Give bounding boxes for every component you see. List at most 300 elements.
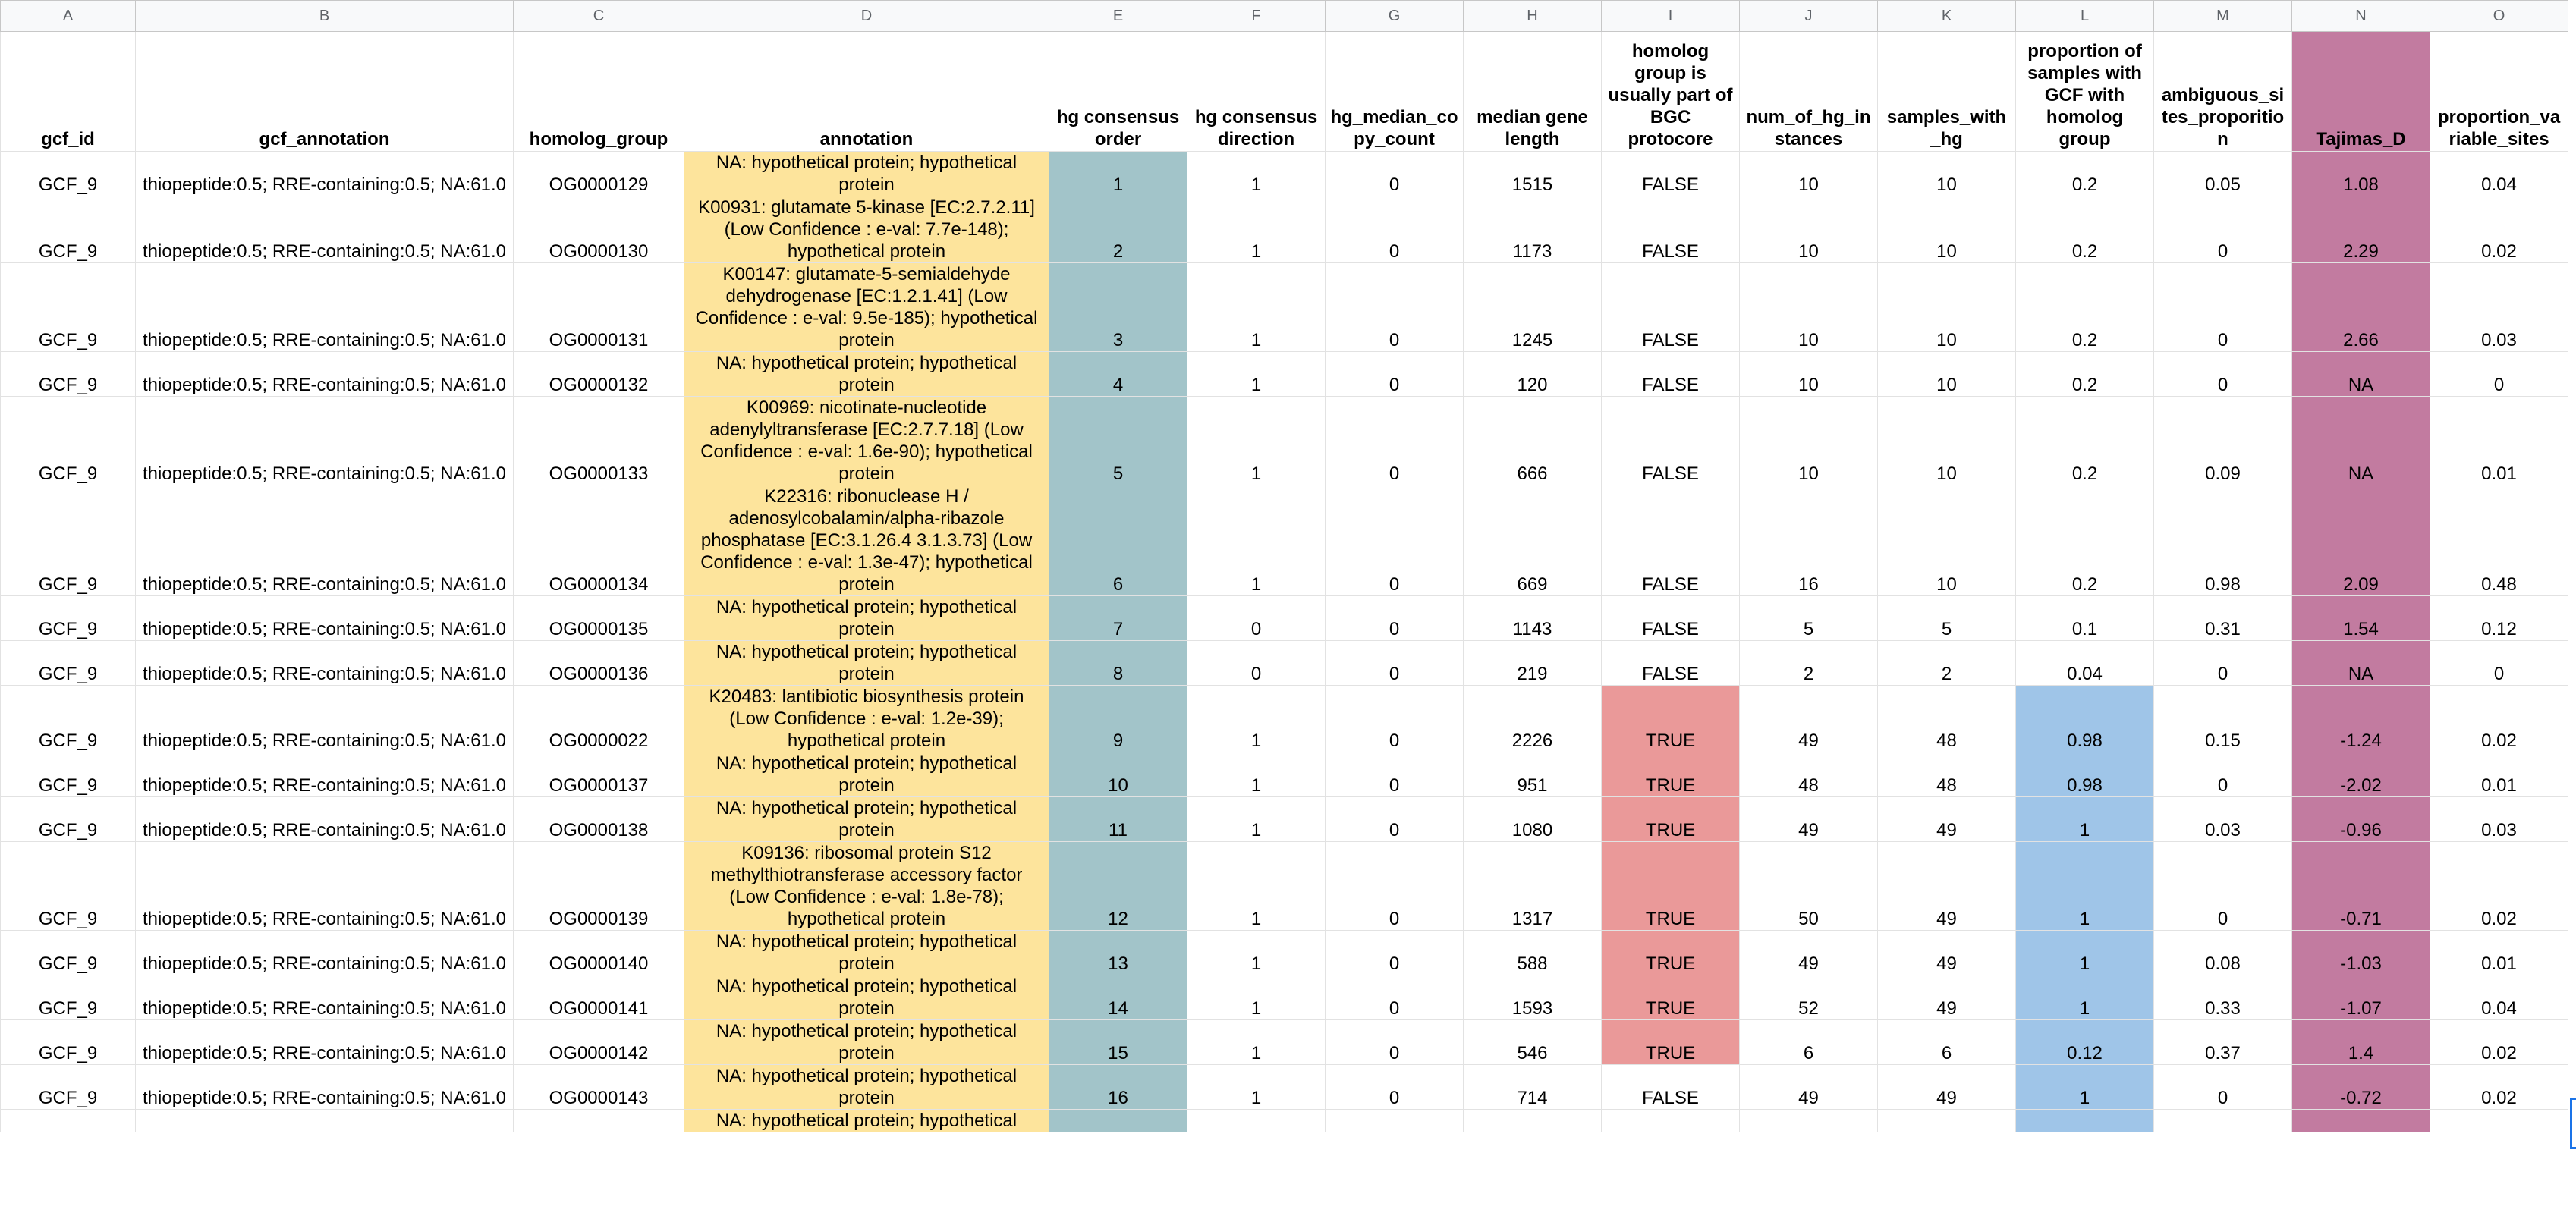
cell-proportion[interactable]: 1 xyxy=(2016,842,2154,931)
cell-variable-sites[interactable]: 0.48 xyxy=(2430,485,2568,596)
cell-homolog-group[interactable]: OG0000129 xyxy=(514,152,684,196)
cell-gcf-annotation[interactable]: thiopeptide:0.5; RRE-containing:0.5; NA:61.0 xyxy=(136,842,514,931)
cell-protocore[interactable]: FALSE xyxy=(1602,596,1740,641)
cell-gcf-id[interactable]: GCF_9 xyxy=(1,152,136,196)
cell-hg-instances[interactable]: 49 xyxy=(1740,686,1878,752)
cell-proportion[interactable]: 0.2 xyxy=(2016,485,2154,596)
cell-homolog-group[interactable]: OG0000143 xyxy=(514,1065,684,1110)
cell-order[interactable]: 6 xyxy=(1049,485,1187,596)
cell-gene-length[interactable]: 2226 xyxy=(1464,686,1602,752)
cell-proportion[interactable]: 0.2 xyxy=(2016,352,2154,397)
cell-homolog-group[interactable] xyxy=(514,1110,684,1132)
column-header-l[interactable]: L xyxy=(2016,1,2154,32)
table-row xyxy=(1,196,2568,263)
cell-gene-length[interactable]: 666 xyxy=(1464,397,1602,485)
cell-annotation[interactable]: K00969: nicotinate-nucleotide adenylyltransferase [EC:2.7.7.18] (Low Confidence : e-val: 1.6e-90); hypothetical protein xyxy=(684,397,1049,485)
header-homolog-group[interactable]: homolog_group xyxy=(514,32,684,152)
cell-gene-length[interactable]: 714 xyxy=(1464,1065,1602,1110)
cell-variable-sites[interactable] xyxy=(2430,1110,2568,1132)
cell-tajimas-d[interactable]: -1.24 xyxy=(2292,686,2430,752)
cell-variable-sites[interactable]: 0.12 xyxy=(2430,596,2568,641)
column-header-j[interactable]: J xyxy=(1740,1,1878,32)
cell-gene-length[interactable]: 1245 xyxy=(1464,263,1602,352)
header-samples-with-hg[interactable]: samples_with_hg xyxy=(1878,32,2016,152)
cell-variable-sites[interactable]: 0.04 xyxy=(2430,975,2568,1020)
cell-gcf-annotation[interactable]: thiopeptide:0.5; RRE-containing:0.5; NA:61.0 xyxy=(136,196,514,263)
cell-direction[interactable]: 1 xyxy=(1187,686,1326,752)
cell-homolog-group[interactable]: OG0000131 xyxy=(514,263,684,352)
cell-proportion[interactable]: 1 xyxy=(2016,931,2154,975)
cell-direction[interactable]: 0 xyxy=(1187,596,1326,641)
cell-gene-length[interactable]: 1080 xyxy=(1464,797,1602,842)
cell-direction[interactable]: 1 xyxy=(1187,152,1326,196)
cell-copy-count[interactable]: 0 xyxy=(1326,596,1464,641)
cell-samples-with-hg[interactable]: 49 xyxy=(1878,1065,2016,1110)
cell-samples-with-hg[interactable]: 49 xyxy=(1878,842,2016,931)
column-header-c[interactable]: C xyxy=(514,1,684,32)
cell-annotation[interactable]: K22316: ribonuclease H / adenosylcobalamin/alpha-ribazole phosphatase [EC:3.1.26.4 3.1.3.73] (Low Confidence : e-val: 1.3e-47); hypothetical protein xyxy=(684,485,1049,596)
cell-hg-instances[interactable]: 2 xyxy=(1740,641,1878,686)
cell-tajimas-d[interactable]: -1.07 xyxy=(2292,975,2430,1020)
cell-direction[interactable]: 1 xyxy=(1187,397,1326,485)
cell-samples-with-hg[interactable]: 10 xyxy=(1878,196,2016,263)
cell-order[interactable]: 5 xyxy=(1049,397,1187,485)
cell-gene-length[interactable]: 1173 xyxy=(1464,196,1602,263)
cell-tajimas-d[interactable]: 1.54 xyxy=(2292,596,2430,641)
column-header-m[interactable]: M xyxy=(2154,1,2292,32)
cell-hg-instances[interactable]: 10 xyxy=(1740,196,1878,263)
cell-gcf-id[interactable]: GCF_9 xyxy=(1,1065,136,1110)
cell-gcf-annotation[interactable] xyxy=(136,1110,514,1132)
cell-copy-count[interactable]: 0 xyxy=(1326,263,1464,352)
cell-proportion[interactable]: 1 xyxy=(2016,975,2154,1020)
cell-direction[interactable]: 1 xyxy=(1187,352,1326,397)
cell-proportion[interactable]: 0.2 xyxy=(2016,152,2154,196)
cell-ambiguous[interactable]: 0.37 xyxy=(2154,1020,2292,1065)
cell-ambiguous[interactable]: 0 xyxy=(2154,263,2292,352)
cell-samples-with-hg[interactable]: 2 xyxy=(1878,641,2016,686)
cell-annotation[interactable]: NA: hypothetical protein; hypothetical protein xyxy=(684,797,1049,842)
cell-annotation[interactable]: K00931: glutamate 5-kinase [EC:2.7.2.11] (Low Confidence : e-val: 7.7e-148); hypothetical protein xyxy=(684,196,1049,263)
cell-gcf-annotation[interactable]: thiopeptide:0.5; RRE-containing:0.5; NA:61.0 xyxy=(136,752,514,797)
cell-hg-instances[interactable]: 50 xyxy=(1740,842,1878,931)
cell-hg-instances[interactable]: 10 xyxy=(1740,352,1878,397)
cell-homolog-group[interactable]: OG0000132 xyxy=(514,352,684,397)
cell-samples-with-hg[interactable]: 10 xyxy=(1878,397,2016,485)
cell-ambiguous[interactable] xyxy=(2154,1110,2292,1132)
cell-samples-with-hg[interactable]: 10 xyxy=(1878,352,2016,397)
cell-ambiguous[interactable]: 0.15 xyxy=(2154,686,2292,752)
cell-proportion[interactable]: 0.2 xyxy=(2016,397,2154,485)
cell-annotation[interactable]: NA: hypothetical protein; hypothetical protein xyxy=(684,596,1049,641)
cell-variable-sites[interactable]: 0.03 xyxy=(2430,263,2568,352)
cell-hg-instances[interactable]: 49 xyxy=(1740,797,1878,842)
header-proportion-samples[interactable]: proportion of samples with GCF with homolog group xyxy=(2016,32,2154,152)
cell-gcf-annotation[interactable]: thiopeptide:0.5; RRE-containing:0.5; NA:61.0 xyxy=(136,397,514,485)
cell-gcf-id[interactable]: GCF_9 xyxy=(1,1020,136,1065)
cell-gcf-id[interactable]: GCF_9 xyxy=(1,263,136,352)
cell-variable-sites[interactable]: 0.04 xyxy=(2430,152,2568,196)
cell-direction[interactable]: 1 xyxy=(1187,975,1326,1020)
cell-proportion[interactable]: 0.2 xyxy=(2016,196,2154,263)
cell-direction[interactable]: 0 xyxy=(1187,641,1326,686)
cell-variable-sites[interactable]: 0 xyxy=(2430,352,2568,397)
cell-gcf-id[interactable]: GCF_9 xyxy=(1,641,136,686)
cell-tajimas-d[interactable]: 1.08 xyxy=(2292,152,2430,196)
cell-homolog-group[interactable]: OG0000142 xyxy=(514,1020,684,1065)
cell-hg-instances[interactable]: 49 xyxy=(1740,1065,1878,1110)
column-header-o[interactable]: O xyxy=(2430,1,2568,32)
cell-hg-instances[interactable]: 52 xyxy=(1740,975,1878,1020)
cell-protocore[interactable]: TRUE xyxy=(1602,842,1740,931)
cell-order[interactable]: 11 xyxy=(1049,797,1187,842)
cell-ambiguous[interactable]: 0.03 xyxy=(2154,797,2292,842)
cell-homolog-group[interactable]: OG0000022 xyxy=(514,686,684,752)
cell-direction[interactable]: 1 xyxy=(1187,263,1326,352)
cell-annotation[interactable]: NA: hypothetical protein; hypothetical protein xyxy=(684,352,1049,397)
cell-proportion[interactable]: 0.1 xyxy=(2016,596,2154,641)
header-protocore[interactable]: homolog group is usually part of BGC protocore xyxy=(1602,32,1740,152)
cell-gcf-annotation[interactable]: thiopeptide:0.5; RRE-containing:0.5; NA:61.0 xyxy=(136,352,514,397)
cell-order[interactable]: 12 xyxy=(1049,842,1187,931)
cell-hg-instances[interactable]: 49 xyxy=(1740,931,1878,975)
cell-order[interactable]: 4 xyxy=(1049,352,1187,397)
cell-gcf-id[interactable]: GCF_9 xyxy=(1,686,136,752)
cell-proportion[interactable]: 1 xyxy=(2016,797,2154,842)
cell-ambiguous[interactable]: 0.31 xyxy=(2154,596,2292,641)
cell-copy-count[interactable]: 0 xyxy=(1326,196,1464,263)
cell-protocore[interactable]: FALSE xyxy=(1602,485,1740,596)
cell-copy-count[interactable]: 0 xyxy=(1326,752,1464,797)
cell-gcf-id[interactable]: GCF_9 xyxy=(1,352,136,397)
cell-variable-sites[interactable]: 0.01 xyxy=(2430,752,2568,797)
header-num-of-hg-instances[interactable]: num_of_hg_instances xyxy=(1740,32,1878,152)
cell-gcf-id[interactable]: GCF_9 xyxy=(1,842,136,931)
cell-protocore[interactable]: FALSE xyxy=(1602,641,1740,686)
cell-hg-instances[interactable]: 6 xyxy=(1740,1020,1878,1065)
cell-gene-length[interactable]: 219 xyxy=(1464,641,1602,686)
cell-protocore[interactable]: FALSE xyxy=(1602,397,1740,485)
cell-direction[interactable]: 1 xyxy=(1187,485,1326,596)
cell-gene-length[interactable]: 546 xyxy=(1464,1020,1602,1065)
cell-samples-with-hg[interactable]: 49 xyxy=(1878,975,2016,1020)
header-tajimas-d[interactable]: Tajimas_D xyxy=(2292,32,2430,152)
cell-samples-with-hg[interactable] xyxy=(1878,1110,2016,1132)
cell-annotation[interactable]: NA: hypothetical protein; hypothetical protein xyxy=(684,752,1049,797)
cell-ambiguous[interactable]: 0.98 xyxy=(2154,485,2292,596)
cell-variable-sites[interactable]: 0.01 xyxy=(2430,931,2568,975)
cell-copy-count[interactable]: 0 xyxy=(1326,1020,1464,1065)
cell-ambiguous[interactable]: 0 xyxy=(2154,196,2292,263)
cell-direction[interactable]: 1 xyxy=(1187,842,1326,931)
cell-gcf-id[interactable]: GCF_9 xyxy=(1,752,136,797)
cell-annotation[interactable]: K00147: glutamate-5-semialdehyde dehydrogenase [EC:1.2.1.41] (Low Confidence : e-val: 9.5e-185); hypothetical protein xyxy=(684,263,1049,352)
cell-tajimas-d[interactable]: -0.96 xyxy=(2292,797,2430,842)
cell-protocore[interactable]: FALSE xyxy=(1602,263,1740,352)
cell-ambiguous[interactable]: 0 xyxy=(2154,352,2292,397)
cell-samples-with-hg[interactable]: 10 xyxy=(1878,263,2016,352)
cell-gcf-id[interactable]: GCF_9 xyxy=(1,485,136,596)
header-proportion-variable-sites[interactable]: proportion_variable_sites xyxy=(2430,32,2568,152)
column-header-h[interactable]: H xyxy=(1464,1,1602,32)
header-gcf-annotation[interactable]: gcf_annotation xyxy=(136,32,514,152)
column-header-d[interactable]: D xyxy=(684,1,1049,32)
cell-variable-sites[interactable]: 0.02 xyxy=(2430,842,2568,931)
cell-gene-length[interactable]: 951 xyxy=(1464,752,1602,797)
table-row xyxy=(1,1065,2568,1110)
header-hg-consensus-order[interactable]: hg consensus order xyxy=(1049,32,1187,152)
column-header-i[interactable]: I xyxy=(1602,1,1740,32)
cell-samples-with-hg[interactable]: 49 xyxy=(1878,931,2016,975)
cell-gene-length[interactable]: 1143 xyxy=(1464,596,1602,641)
cell-hg-instances[interactable]: 5 xyxy=(1740,596,1878,641)
cell-protocore[interactable]: TRUE xyxy=(1602,975,1740,1020)
table-row xyxy=(1,397,2568,485)
cell-gcf-id[interactable]: GCF_9 xyxy=(1,797,136,842)
cell-direction[interactable] xyxy=(1187,1110,1326,1132)
cell-ambiguous[interactable]: 0 xyxy=(2154,752,2292,797)
cell-copy-count[interactable]: 0 xyxy=(1326,686,1464,752)
cell-annotation[interactable]: NA: hypothetical protein; hypothetical protein xyxy=(684,1065,1049,1110)
cell-copy-count[interactable]: 0 xyxy=(1326,797,1464,842)
cell-order[interactable]: 10 xyxy=(1049,752,1187,797)
cell-tajimas-d[interactable]: NA xyxy=(2292,641,2430,686)
column-header-n[interactable]: N xyxy=(2292,1,2430,32)
cell-homolog-group[interactable]: OG0000136 xyxy=(514,641,684,686)
table-row xyxy=(1,152,2568,196)
cell-samples-with-hg[interactable]: 48 xyxy=(1878,686,2016,752)
header-median-gene-length[interactable]: median gene length xyxy=(1464,32,1602,152)
cell-tajimas-d[interactable]: -2.02 xyxy=(2292,752,2430,797)
header-gcf-id[interactable]: gcf_id xyxy=(1,32,136,152)
cell-gene-length[interactable] xyxy=(1464,1110,1602,1132)
cell-gcf-id[interactable]: GCF_9 xyxy=(1,975,136,1020)
cell-variable-sites[interactable]: 0.01 xyxy=(2430,397,2568,485)
column-header-f[interactable]: F xyxy=(1187,1,1326,32)
header-annotation[interactable]: annotation xyxy=(684,32,1049,152)
cell-proportion[interactable]: 0.98 xyxy=(2016,686,2154,752)
cell-order[interactable]: 8 xyxy=(1049,641,1187,686)
cell-samples-with-hg[interactable]: 5 xyxy=(1878,596,2016,641)
cell-gcf-annotation[interactable]: thiopeptide:0.5; RRE-containing:0.5; NA:61.0 xyxy=(136,975,514,1020)
cell-protocore[interactable]: FALSE xyxy=(1602,1065,1740,1110)
cell-order[interactable]: 16 xyxy=(1049,1065,1187,1110)
cell-gcf-id[interactable]: GCF_9 xyxy=(1,196,136,263)
cell-gene-length[interactable]: 669 xyxy=(1464,485,1602,596)
cell-tajimas-d[interactable] xyxy=(2292,1110,2430,1132)
cell-gene-length[interactable]: 120 xyxy=(1464,352,1602,397)
cell-gcf-annotation[interactable]: thiopeptide:0.5; RRE-containing:0.5; NA:61.0 xyxy=(136,931,514,975)
cell-hg-instances[interactable]: 48 xyxy=(1740,752,1878,797)
cell-gcf-annotation[interactable]: thiopeptide:0.5; RRE-containing:0.5; NA:61.0 xyxy=(136,485,514,596)
cell-proportion[interactable]: 0.12 xyxy=(2016,1020,2154,1065)
cell-ambiguous[interactable]: 0 xyxy=(2154,641,2292,686)
cell-annotation[interactable]: NA: hypothetical protein; hypothetical protein xyxy=(684,1020,1049,1065)
cell-annotation[interactable]: K09136: ribosomal protein S12 methylthiotransferase accessory factor (Low Confidence : e-val: 1.8e-78); hypothetical protein xyxy=(684,842,1049,931)
cell-protocore[interactable]: FALSE xyxy=(1602,152,1740,196)
cell-samples-with-hg[interactable]: 49 xyxy=(1878,797,2016,842)
cell-gene-length[interactable]: 1593 xyxy=(1464,975,1602,1020)
column-header-a[interactable]: A xyxy=(1,1,136,32)
selected-cell-edge[interactable] xyxy=(2570,1098,2576,1149)
cell-homolog-group[interactable]: OG0000134 xyxy=(514,485,684,596)
cell-copy-count[interactable]: 0 xyxy=(1326,152,1464,196)
cell-proportion[interactable]: 0.98 xyxy=(2016,752,2154,797)
cell-samples-with-hg[interactable]: 10 xyxy=(1878,152,2016,196)
table-row xyxy=(1,842,2568,931)
cell-proportion[interactable] xyxy=(2016,1110,2154,1132)
cell-direction[interactable]: 1 xyxy=(1187,1020,1326,1065)
cell-annotation[interactable]: NA: hypothetical protein; hypothetical protein xyxy=(684,152,1049,196)
cell-homolog-group[interactable]: OG0000135 xyxy=(514,596,684,641)
cell-ambiguous[interactable]: 0.09 xyxy=(2154,397,2292,485)
cell-gcf-id[interactable]: GCF_9 xyxy=(1,397,136,485)
cell-annotation[interactable]: NA: hypothetical protein; hypothetical protein xyxy=(684,641,1049,686)
header-hg-consensus-direction[interactable]: hg consensus direction xyxy=(1187,32,1326,152)
cell-gcf-annotation[interactable]: thiopeptide:0.5; RRE-containing:0.5; NA:61.0 xyxy=(136,152,514,196)
cell-order[interactable]: 7 xyxy=(1049,596,1187,641)
cell-variable-sites[interactable]: 0.02 xyxy=(2430,686,2568,752)
cell-tajimas-d[interactable]: -0.72 xyxy=(2292,1065,2430,1110)
cell-homolog-group[interactable]: OG0000130 xyxy=(514,196,684,263)
cell-protocore[interactable]: TRUE xyxy=(1602,1020,1740,1065)
cell-order[interactable]: 2 xyxy=(1049,196,1187,263)
cell-annotation[interactable]: K20483: lantibiotic biosynthesis protein (Low Confidence : e-val: 1.2e-39); hypothetical protein xyxy=(684,686,1049,752)
cell-order[interactable] xyxy=(1049,1110,1187,1132)
cell-hg-instances[interactable]: 10 xyxy=(1740,152,1878,196)
cell-gcf-annotation[interactable]: thiopeptide:0.5; RRE-containing:0.5; NA:61.0 xyxy=(136,596,514,641)
table-row xyxy=(1,596,2568,641)
table-row xyxy=(1,797,2568,842)
cell-ambiguous[interactable]: 0.33 xyxy=(2154,975,2292,1020)
cell-homolog-group[interactable]: OG0000133 xyxy=(514,397,684,485)
cell-proportion[interactable]: 1 xyxy=(2016,1065,2154,1110)
cell-order[interactable]: 13 xyxy=(1049,931,1187,975)
cell-gcf-id[interactable]: GCF_9 xyxy=(1,931,136,975)
table-row xyxy=(1,263,2568,352)
cell-tajimas-d[interactable]: NA xyxy=(2292,397,2430,485)
cell-homolog-group[interactable]: OG0000140 xyxy=(514,931,684,975)
cell-direction[interactable]: 1 xyxy=(1187,196,1326,263)
cell-hg-instances[interactable]: 10 xyxy=(1740,397,1878,485)
cell-protocore[interactable]: TRUE xyxy=(1602,686,1740,752)
cell-protocore[interactable]: FALSE xyxy=(1602,196,1740,263)
cell-copy-count[interactable]: 0 xyxy=(1326,975,1464,1020)
cell-gcf-annotation[interactable]: thiopeptide:0.5; RRE-containing:0.5; NA:61.0 xyxy=(136,686,514,752)
cell-tajimas-d[interactable]: -1.03 xyxy=(2292,931,2430,975)
cell-copy-count[interactable] xyxy=(1326,1110,1464,1132)
cell-tajimas-d[interactable]: -0.71 xyxy=(2292,842,2430,931)
cell-gcf-id[interactable]: GCF_9 xyxy=(1,596,136,641)
cell-variable-sites[interactable]: 0.02 xyxy=(2430,1065,2568,1110)
cell-gcf-annotation[interactable]: thiopeptide:0.5; RRE-containing:0.5; NA:61.0 xyxy=(136,641,514,686)
header-hg-median-copy-count[interactable]: hg_median_copy_count xyxy=(1326,32,1464,152)
cell-variable-sites[interactable]: 0.02 xyxy=(2430,196,2568,263)
cell-direction[interactable]: 1 xyxy=(1187,931,1326,975)
cell-tajimas-d[interactable]: 1.4 xyxy=(2292,1020,2430,1065)
cell-proportion[interactable]: 0.2 xyxy=(2016,263,2154,352)
cell-homolog-group[interactable]: OG0000138 xyxy=(514,797,684,842)
cell-variable-sites[interactable]: 0 xyxy=(2430,641,2568,686)
cell-gcf-annotation[interactable]: thiopeptide:0.5; RRE-containing:0.5; NA:61.0 xyxy=(136,1020,514,1065)
cell-order[interactable]: 1 xyxy=(1049,152,1187,196)
cell-tajimas-d[interactable]: 2.09 xyxy=(2292,485,2430,596)
cell-variable-sites[interactable]: 0.03 xyxy=(2430,797,2568,842)
cell-annotation[interactable]: NA: hypothetical protein; hypothetical xyxy=(684,1110,1049,1132)
cell-ambiguous[interactable]: 0 xyxy=(2154,1065,2292,1110)
cell-protocore[interactable]: TRUE xyxy=(1602,931,1740,975)
cell-copy-count[interactable]: 0 xyxy=(1326,485,1464,596)
cell-hg-instances[interactable] xyxy=(1740,1110,1878,1132)
cell-copy-count[interactable]: 0 xyxy=(1326,641,1464,686)
cell-samples-with-hg[interactable]: 10 xyxy=(1878,485,2016,596)
cell-annotation[interactable]: NA: hypothetical protein; hypothetical protein xyxy=(684,931,1049,975)
cell-tajimas-d[interactable]: NA xyxy=(2292,352,2430,397)
column-header-e[interactable]: E xyxy=(1049,1,1187,32)
cell-order[interactable]: 14 xyxy=(1049,975,1187,1020)
cell-homolog-group[interactable]: OG0000137 xyxy=(514,752,684,797)
column-header-g[interactable]: G xyxy=(1326,1,1464,32)
cell-order[interactable]: 15 xyxy=(1049,1020,1187,1065)
cell-gcf-annotation[interactable]: thiopeptide:0.5; RRE-containing:0.5; NA:61.0 xyxy=(136,797,514,842)
cell-samples-with-hg[interactable]: 48 xyxy=(1878,752,2016,797)
cell-gene-length[interactable]: 1515 xyxy=(1464,152,1602,196)
cell-copy-count[interactable]: 0 xyxy=(1326,397,1464,485)
cell-variable-sites[interactable]: 0.02 xyxy=(2430,1020,2568,1065)
table-row xyxy=(1,485,2568,596)
cell-gene-length[interactable]: 588 xyxy=(1464,931,1602,975)
cell-ambiguous[interactable]: 0 xyxy=(2154,842,2292,931)
cell-copy-count[interactable]: 0 xyxy=(1326,842,1464,931)
cell-tajimas-d[interactable]: 2.66 xyxy=(2292,263,2430,352)
cell-gcf-annotation[interactable]: thiopeptide:0.5; RRE-containing:0.5; NA:61.0 xyxy=(136,263,514,352)
cell-gcf-id[interactable] xyxy=(1,1110,136,1132)
cell-gcf-annotation[interactable]: thiopeptide:0.5; RRE-containing:0.5; NA:61.0 xyxy=(136,1065,514,1110)
cell-copy-count[interactable]: 0 xyxy=(1326,352,1464,397)
cell-copy-count[interactable]: 0 xyxy=(1326,931,1464,975)
cell-hg-instances[interactable]: 16 xyxy=(1740,485,1878,596)
cell-protocore[interactable]: FALSE xyxy=(1602,352,1740,397)
cell-gene-length[interactable]: 1317 xyxy=(1464,842,1602,931)
cell-annotation[interactable]: NA: hypothetical protein; hypothetical protein xyxy=(684,975,1049,1020)
header-ambiguous-sites[interactable]: ambiguous_sites_proporition xyxy=(2154,32,2292,152)
table-row xyxy=(1,352,2568,397)
cell-samples-with-hg[interactable]: 6 xyxy=(1878,1020,2016,1065)
cell-proportion[interactable]: 0.04 xyxy=(2016,641,2154,686)
table-row xyxy=(1,641,2568,686)
cell-order[interactable]: 9 xyxy=(1049,686,1187,752)
cell-protocore[interactable]: TRUE xyxy=(1602,797,1740,842)
cell-homolog-group[interactable]: OG0000141 xyxy=(514,975,684,1020)
cell-direction[interactable]: 1 xyxy=(1187,752,1326,797)
cell-direction[interactable]: 1 xyxy=(1187,797,1326,842)
table-row xyxy=(1,752,2568,797)
column-letter-row xyxy=(1,1,2568,32)
cell-hg-instances[interactable]: 10 xyxy=(1740,263,1878,352)
header-row xyxy=(1,32,2568,152)
cell-ambiguous[interactable]: 0.08 xyxy=(2154,931,2292,975)
cell-direction[interactable]: 1 xyxy=(1187,1065,1326,1110)
cell-protocore[interactable] xyxy=(1602,1110,1740,1132)
cell-copy-count[interactable]: 0 xyxy=(1326,1065,1464,1110)
cell-order[interactable]: 3 xyxy=(1049,263,1187,352)
cell-homolog-group[interactable]: OG0000139 xyxy=(514,842,684,931)
column-header-b[interactable]: B xyxy=(136,1,514,32)
cell-ambiguous[interactable]: 0.05 xyxy=(2154,152,2292,196)
column-header-k[interactable]: K xyxy=(1878,1,2016,32)
cell-protocore[interactable]: TRUE xyxy=(1602,752,1740,797)
cell-tajimas-d[interactable]: 2.29 xyxy=(2292,196,2430,263)
